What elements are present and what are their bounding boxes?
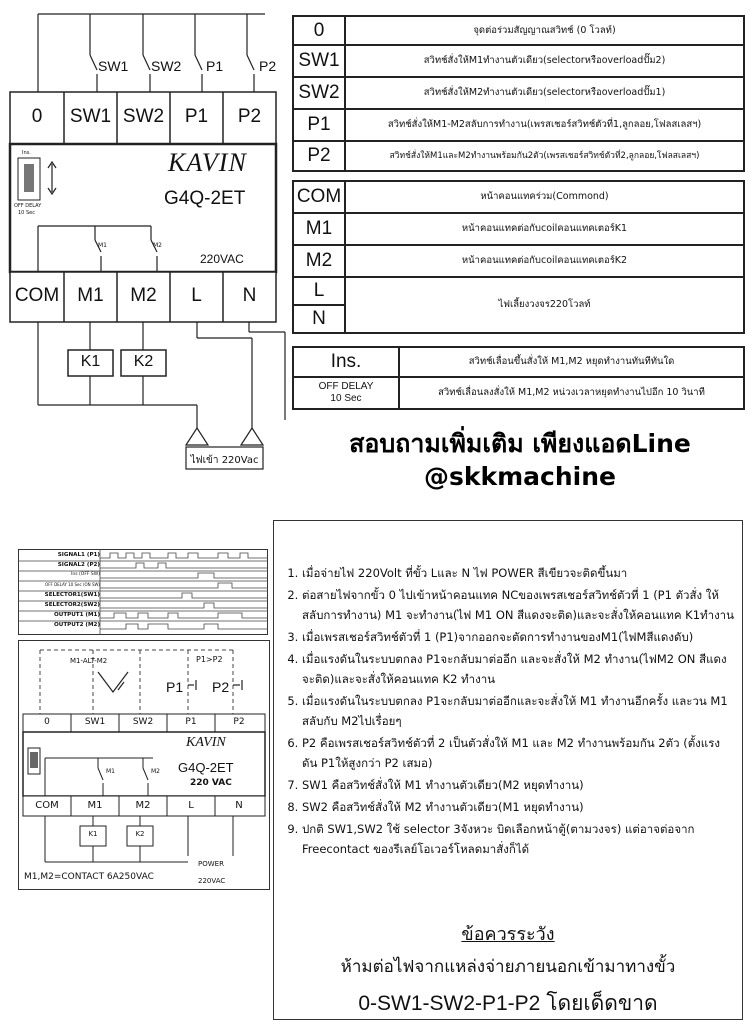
term-key-sw2: SW2 [293,77,345,109]
switch-label-p2: P2 [259,58,277,74]
contact-m1-label: M1 [98,242,107,249]
bottom-terminal-m1: M1 [77,285,104,306]
instruction-list [274,563,742,861]
term-desc-p2: สวิทช์สั่งให้M1และM2ทำงานพร้อมกัน2ตัว(เพรสเชอร์สวิทช์ตัวที่2,ลูกลอย,โฟลสเลสฯ) [345,141,744,171]
out-key-m1: M1 [293,213,345,245]
delay-desc-ins: สวิทช์เลื่อนขึ้นสั่งให้ M1,M2 หยุดทำงานทันทีทันใด [399,347,744,377]
warning-body: ห้ามต่อไฟจากแหล่งจ่ายภายนอกเข้ามาทางขั้ว [340,957,676,977]
b-power-voltage: 220VAC [198,877,226,885]
cta-line2: @skkmachine [424,462,616,491]
b-top-terminal-p2: P2 [233,717,245,727]
instruction-step: 7. SW1 คือสวิทช์สั่งให้ M1 ทำงานตัวเดียว(M2 หยุดทำงาน) [302,775,734,795]
instruction-step: 2. ต่อสายไฟจากขั้ว 0 ไปเข้าหน้าคอนแทค NCของเพรสเชอร์สวิทช์ตัวที่ 1 (P1 ตัวสั่ง ให้สลับการทำงาน) M1 จะทำงาน(ไฟ M1 ON สีแดงจะติด)และจะสั่งให้คอนแทค K1ทำงาน [302,585,734,625]
top-terminal-p2: P2 [237,106,262,127]
p2-label: P2 [212,679,230,695]
bottom-terminal-m2: M2 [130,285,157,306]
off-delay-time: 10 Sec [18,210,35,216]
switch-label-sw2: SW2 [151,58,182,74]
delay-desc-offdelay: สวิทช์เลื่อนลงสั่งให้ M1,M2 หน่วงเวลาหยุดทำงานไปอีก 10 วินาที [399,377,744,409]
coil-k2: K2 [133,353,154,370]
instruction-panel [273,520,743,1020]
bottom-terminal-n: N [242,285,257,306]
instruction-step: 3. เมื่อเพรสเชอร์สวิทช์ตัวที่ 1 (P1)จากออกจะตัดการทำงานของM1(ไฟMสีแดงดับ) [302,627,734,647]
term-key-sw1: SW1 [293,45,345,77]
b-coil-k2: K2 [135,830,145,838]
out-key-com: COM [293,181,345,213]
power-input-label: ไฟเข้า 220Vac [190,455,259,466]
timing-row-signal2: SIGNAL2 (P2) [57,562,100,568]
b-top-terminal-p1: P1 [185,717,197,727]
warning-terminals: 0-SW1-SW2-P1-P2 โดยเด็ดขาด [358,992,658,1015]
out-key-m2: M2 [293,245,345,277]
instruction-step: 1. เมื่อจ่ายไฟ 220Volt ที่ขั้ว Lและ N ไฟ POWER สีเขียวจะติดขึ้นมา [302,563,734,583]
instruction-step: 4. เมื่อแรงดันในระบบตกลง P1จะกลับมาต่ออีก และจะสั่งให้ M2 ทำงาน(ไฟM2 ON สีแดงจะติด)และจะสั่งให้คอนแทค K2 ทำงาน [302,649,734,689]
out-desc-m1: หน้าคอนแทคต่อกับcoilคอนแทคเตอร์K1 [345,213,744,245]
model-label: G4Q-2ET [164,188,246,209]
delay-key-offdelay-time: 10 Sec [330,393,362,404]
alt-label: M1-ALT-M2 [70,657,108,665]
b-contact-m1: M1 [106,768,115,775]
out-desc-m2: หน้าคอนแทคต่อกับcoilคอนแทคเตอร์K2 [345,245,744,277]
b-bottom-terminal-n: N [235,800,243,811]
b-top-terminal-sw1: SW1 [84,717,106,727]
contact-m2-label: M2 [153,242,162,249]
term-desc-0: จุดต่อร่วมสัญญาณสวิทช์ (0 โวลท์) [345,16,744,45]
delay-table [292,346,745,410]
b-bottom-terminal-l: L [188,800,194,811]
timing-chart-labels [20,550,100,630]
out-desc-power: ไฟเลี้ยงวงจร220โวลท์ [345,277,744,333]
switch-label-sw1: SW1 [98,58,129,74]
b-bottom-terminal-com: COM [35,800,59,811]
bottom-terminal-com: COM [14,285,60,306]
coil-k1: K1 [80,353,101,370]
top-terminal-0: 0 [31,106,43,127]
term-desc-sw2: สวิทช์สั่งให้M2ทำงานตัวเดียว(selectorหรือoverloadปั๊ม1) [345,77,744,109]
b-voltage-label: 220 VAC [190,778,232,788]
delay-key-ins: Ins. [293,347,399,377]
b-top-terminal-sw2: SW2 [132,717,154,727]
b-top-terminal-0: 0 [44,717,50,727]
delay-key-offdelay [293,377,399,409]
instruction-step: 9. ปกติ SW1,SW2 ใช้ selector 3จังหวะ บิดเลือกหน้าตู้(ตามวงจร) แต่อาจต่อจาก Freecontact ของรีเลย์โอเวอร์โหลดมาสั่งก็ได้ [302,819,734,859]
timing-row-selector1: SELECTOR1(SW1) [44,592,100,598]
p-order-label: P1>P2 [196,655,223,664]
p1-label: P1 [166,679,184,695]
top-terminal-sw2: SW2 [122,106,165,127]
top-terminal-p1: P1 [184,106,209,127]
timing-row-output2: OUTPUT2 (M2) [54,622,100,628]
term-key-0: 0 [293,16,345,45]
bottom-terminal-l: L [191,285,202,306]
term-key-p1: P1 [293,109,345,141]
voltage-label: 220VAC [200,252,244,266]
term-key-p2: P2 [293,141,345,171]
switch-label-p1: P1 [206,58,224,74]
contact-rating-note: M1,M2=CONTACT 6A250VAC [24,872,154,882]
out-desc-com: หน้าคอนแทคร่วม(Commond) [345,181,744,213]
timing-row-ins: Ins (OFF SW) [71,572,100,577]
out-key-n: N [293,305,345,333]
top-terminal-sw1: SW1 [69,106,112,127]
b-bottom-terminal-m1: M1 [87,800,103,811]
warning-title: ข้อควรระวัง [461,924,555,945]
b-power-label: POWER [198,860,224,868]
timing-row-selector2: SELECTOR2(SW2) [44,602,100,608]
timing-row-output1: OUTPUT1 (M1) [54,612,100,618]
terminal-table [292,15,745,172]
b-coil-k1: K1 [88,830,98,838]
cta-line1: สอบถามเพิ่มเติม เพียงแอดLine [349,429,691,458]
b-model-label: G4Q-2ET [178,760,234,775]
term-desc-p1: สวิทช์สั่งให้M1-M2สลับการทำงาน(เพรสเชอร์สวิทช์ตัวที่1,ลูกลอย,โฟลสเลสฯ) [345,109,744,141]
instruction-step: 8. SW2 คือสวิทช์สั่งให้ M2 ทำงานตัวเดียว(M1 หยุดทำงาน) [302,797,734,817]
out-key-l: L [293,277,345,305]
term-desc-sw1: สวิทช์สั่งให้M1ทำงานตัวเดียว(selectorหรือoverloadปั๊ม2) [345,45,744,77]
brand-logo: KAVIN [168,148,247,177]
off-delay-label: OFF DELAY [14,203,42,209]
b-contact-m2: M2 [151,768,160,775]
b-brand-logo: KAVIN [186,735,226,750]
ins-label: Ins. [22,150,31,156]
timing-row-signal1: SIGNAL1 (P1) [57,552,100,558]
instruction-step: 5. เมื่อแรงดันในระบบตกลง P1จะกลับมาต่ออีกและจะสั่งให้ M1 ทำงานอีกครั้ง และวน M1 สลับกับ M2ไปเรื่อยๆ [302,691,734,731]
output-table [292,180,745,334]
delay-key-offdelay-label: OFF DELAY [318,381,374,392]
top-wiring-diagram [0,0,290,480]
instruction-step: 6. P2 คือเพรสเชอร์สวิทช์ตัวที่ 2 เป็นตัวสั่งให้ M1 และ M2 ทำงานพร้อมกัน 2ตัว (ตั้งแรงดัน P1ให้สูงกว่า P2 เสมอ) [302,733,734,773]
b-bottom-terminal-m2: M2 [135,800,151,811]
timing-row-offdelay: OFF DELAY 10 Sec (ON SW) [45,582,100,587]
